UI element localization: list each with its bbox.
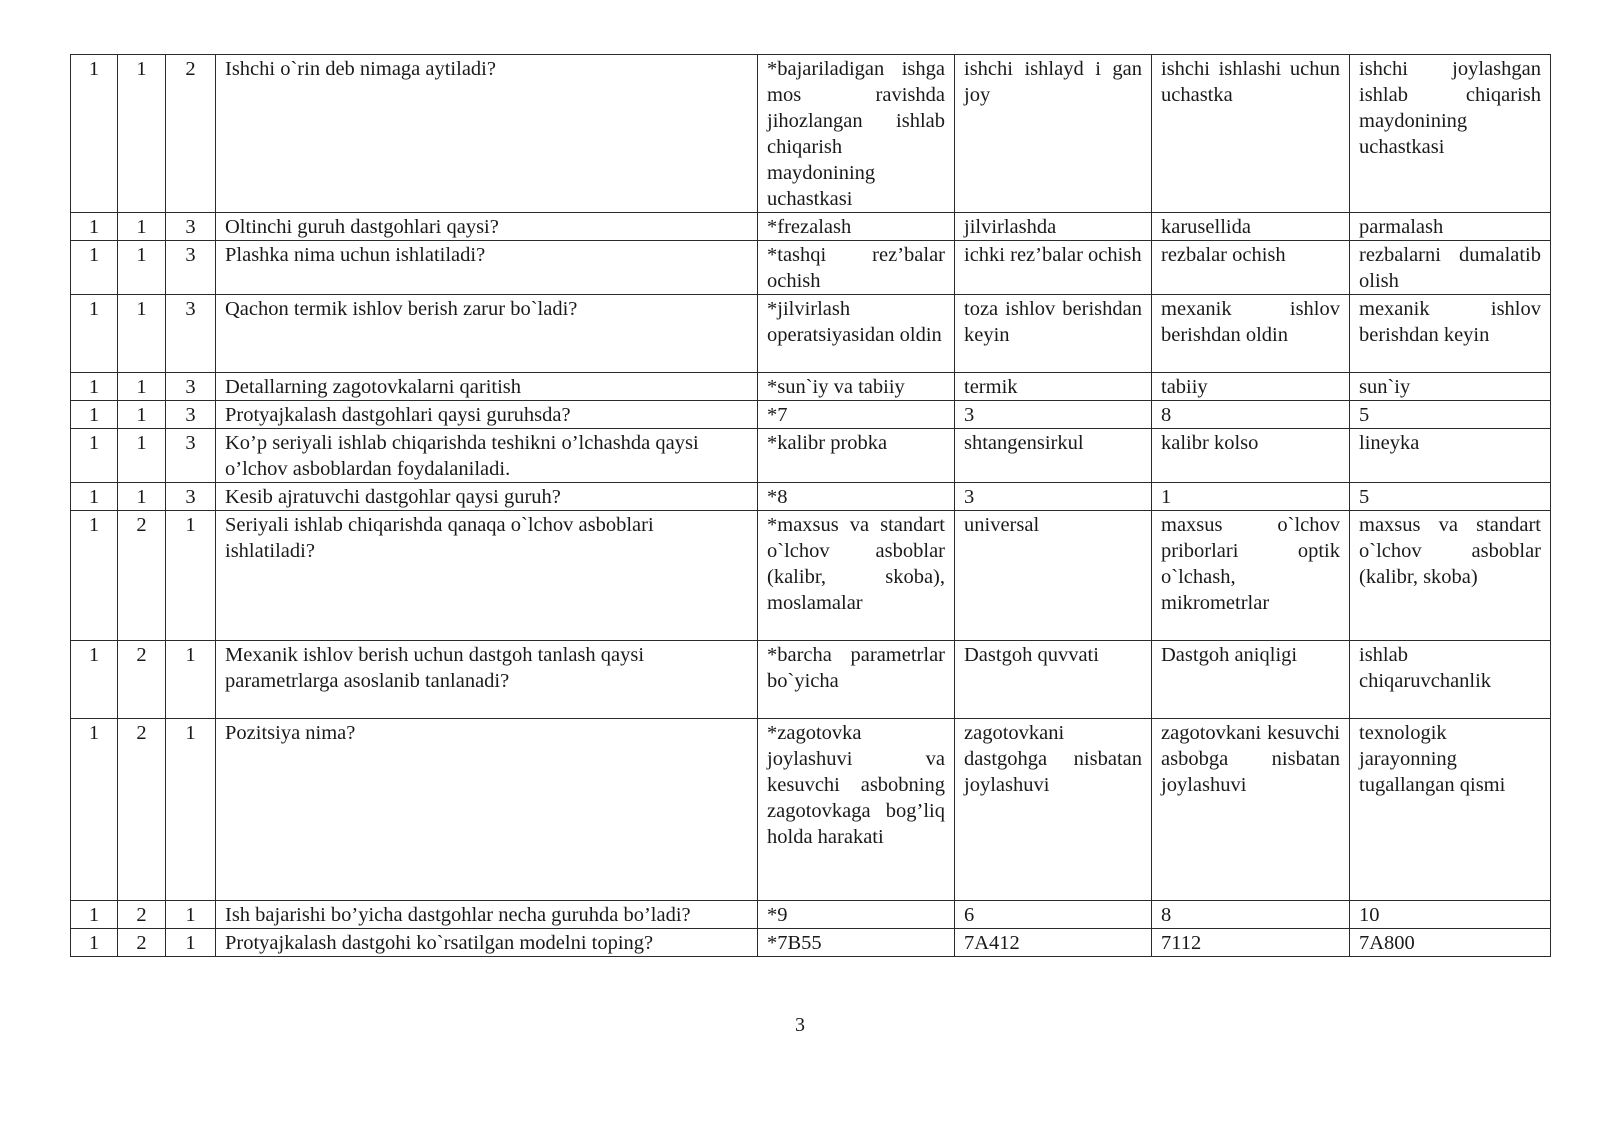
option-3-cell: 10 [1350,901,1551,929]
col-a-cell: 1 [71,483,118,511]
col-a-cell: 1 [71,901,118,929]
col-a-cell: 1 [71,929,118,957]
option-3-cell: ishchi joylashgan ishlab chiqarish maydonining uchastkasi [1350,55,1551,213]
col-b-cell: 1 [118,483,166,511]
option-2-cell: maxsus o`lchov priborlari optik o`lchash, mikrometrlar [1152,511,1350,641]
option-3-cell: texnologik jarayonning tugallangan qismi [1350,719,1551,901]
question-cell: Mexanik ishlov berish uchun dastgoh tanlash qaysi parametrlarga asoslanib tanlanadi? [216,641,758,719]
option-1-cell: shtangensirkul [955,429,1152,483]
col-a-cell: 1 [71,401,118,429]
correct-answer-cell: *bajariladigan ishga mos ravishda jihozlangan ishlab chiqarish maydonining uchastkasi [758,55,955,213]
option-2-cell: 1 [1152,483,1350,511]
option-2-cell: rezbalar ochish [1152,241,1350,295]
question-cell: Plashka nima uchun ishlatiladi? [216,241,758,295]
table-row [71,901,1551,929]
col-b-cell: 1 [118,373,166,401]
option-1-cell: Dastgoh quvvati [955,641,1152,719]
option-2-cell: karusellida [1152,213,1350,241]
col-b-cell: 2 [118,719,166,901]
correct-answer-cell: *tashqi rez’balar ochish [758,241,955,295]
col-c-cell: 3 [166,295,216,373]
option-1-cell: 6 [955,901,1152,929]
question-cell: Protyajkalash dastgohi ko`rsatilgan modelni toping? [216,929,758,957]
correct-answer-cell: *barcha parametrlar bo`yicha [758,641,955,719]
col-c-cell: 3 [166,213,216,241]
col-c-cell: 2 [166,55,216,213]
option-2-cell: 7112 [1152,929,1350,957]
table-row [71,241,1551,295]
table-row [71,429,1551,483]
col-c-cell: 3 [166,373,216,401]
correct-answer-cell: *frezalash [758,213,955,241]
option-2-cell: tabiiy [1152,373,1350,401]
col-a-cell: 1 [71,213,118,241]
table-body [71,55,1551,957]
option-2-cell: 8 [1152,901,1350,929]
table-row [71,373,1551,401]
correct-answer-cell: *zagotovka joylashuvi va kesuvchi asbobning zagotovkaga bog’liq holda harakati [758,719,955,901]
option-1-cell: 3 [955,401,1152,429]
option-3-cell: sun`iy [1350,373,1551,401]
option-3-cell: rezbalarni dumalatib olish [1350,241,1551,295]
table-row [71,213,1551,241]
col-b-cell: 1 [118,429,166,483]
table-row [71,719,1551,901]
col-c-cell: 3 [166,401,216,429]
col-b-cell: 1 [118,295,166,373]
correct-answer-cell: *sun`iy va tabiiy [758,373,955,401]
col-a-cell: 1 [71,511,118,641]
correct-answer-cell: *jilvirlash operatsiyasidan oldin [758,295,955,373]
correct-answer-cell: *7 [758,401,955,429]
option-1-cell: jilvirlashda [955,213,1152,241]
col-b-cell: 1 [118,241,166,295]
option-2-cell: zagotovkani kesuvchi asbobga nisbatan joylashuvi [1152,719,1350,901]
col-c-cell: 1 [166,719,216,901]
col-c-cell: 1 [166,641,216,719]
correct-answer-cell: *maxsus va standart o`lchov asboblar (kalibr, skoba), moslamalar [758,511,955,641]
table-row [71,55,1551,213]
option-1-cell: universal [955,511,1152,641]
option-3-cell: parmalash [1350,213,1551,241]
question-table [70,54,1551,957]
table-row [71,929,1551,957]
option-1-cell: zagotovkani dastgohga nisbatan joylashuvi [955,719,1152,901]
col-b-cell: 2 [118,901,166,929]
option-3-cell: 5 [1350,401,1551,429]
col-a-cell: 1 [71,295,118,373]
question-cell: Ish bajarishi bo’yicha dastgohlar necha guruhda bo’ladi? [216,901,758,929]
col-b-cell: 1 [118,55,166,213]
option-1-cell: termik [955,373,1152,401]
option-2-cell: mexanik ishlov berishdan oldin [1152,295,1350,373]
question-cell: Ishchi o`rin deb nimaga aytiladi? [216,55,758,213]
option-3-cell: 7A800 [1350,929,1551,957]
col-c-cell: 3 [166,483,216,511]
option-3-cell: ishlab chiqaruvchanlik [1350,641,1551,719]
question-cell: Qachon termik ishlov berish zarur bo`ladi? [216,295,758,373]
correct-answer-cell: *7B55 [758,929,955,957]
col-c-cell: 3 [166,429,216,483]
col-b-cell: 2 [118,929,166,957]
correct-answer-cell: *9 [758,901,955,929]
correct-answer-cell: *kalibr probka [758,429,955,483]
option-2-cell: 8 [1152,401,1350,429]
page-number: 3 [795,1014,805,1036]
col-a-cell: 1 [71,641,118,719]
option-3-cell: mexanik ishlov berishdan keyin [1350,295,1551,373]
table-row [71,641,1551,719]
option-3-cell: 5 [1350,483,1551,511]
table-row [71,483,1551,511]
option-1-cell: ichki rez’balar ochish [955,241,1152,295]
option-3-cell: lineyka [1350,429,1551,483]
col-a-cell: 1 [71,55,118,213]
question-cell: Seriyali ishlab chiqarishda qanaqa o`lchov asboblari ishlatiladi? [216,511,758,641]
col-a-cell: 1 [71,241,118,295]
option-1-cell: 7A412 [955,929,1152,957]
col-b-cell: 2 [118,641,166,719]
col-c-cell: 1 [166,511,216,641]
question-cell: Pozitsiya nima? [216,719,758,901]
question-cell: Ko’p seriyali ishlab chiqarishda teshikni o’lchashda qaysi o’lchov asboblardan foydalaniladi. [216,429,758,483]
col-b-cell: 2 [118,511,166,641]
col-a-cell: 1 [71,429,118,483]
col-a-cell: 1 [71,719,118,901]
option-1-cell: ishchi ishlayd i gan joy [955,55,1152,213]
question-cell: Protyajkalash dastgohlari qaysi guruhsda? [216,401,758,429]
question-cell: Detallarning zagotovkalarni qaritish [216,373,758,401]
table-row [71,401,1551,429]
col-b-cell: 1 [118,401,166,429]
col-c-cell: 1 [166,901,216,929]
question-cell: Kesib ajratuvchi dastgohlar qaysi guruh? [216,483,758,511]
option-2-cell: Dastgoh aniqligi [1152,641,1350,719]
option-2-cell: kalibr kolso [1152,429,1350,483]
table-row [71,511,1551,641]
col-b-cell: 1 [118,213,166,241]
col-c-cell: 3 [166,241,216,295]
option-2-cell: ishchi ishlashi uchun uchastka [1152,55,1350,213]
option-1-cell: 3 [955,483,1152,511]
col-c-cell: 1 [166,929,216,957]
option-1-cell: toza ishlov berishdan keyin [955,295,1152,373]
question-cell: Oltinchi guruh dastgohlari qaysi? [216,213,758,241]
col-a-cell: 1 [71,373,118,401]
correct-answer-cell: *8 [758,483,955,511]
table-row [71,295,1551,373]
option-3-cell: maxsus va standart o`lchov asboblar (kalibr, skoba) [1350,511,1551,641]
